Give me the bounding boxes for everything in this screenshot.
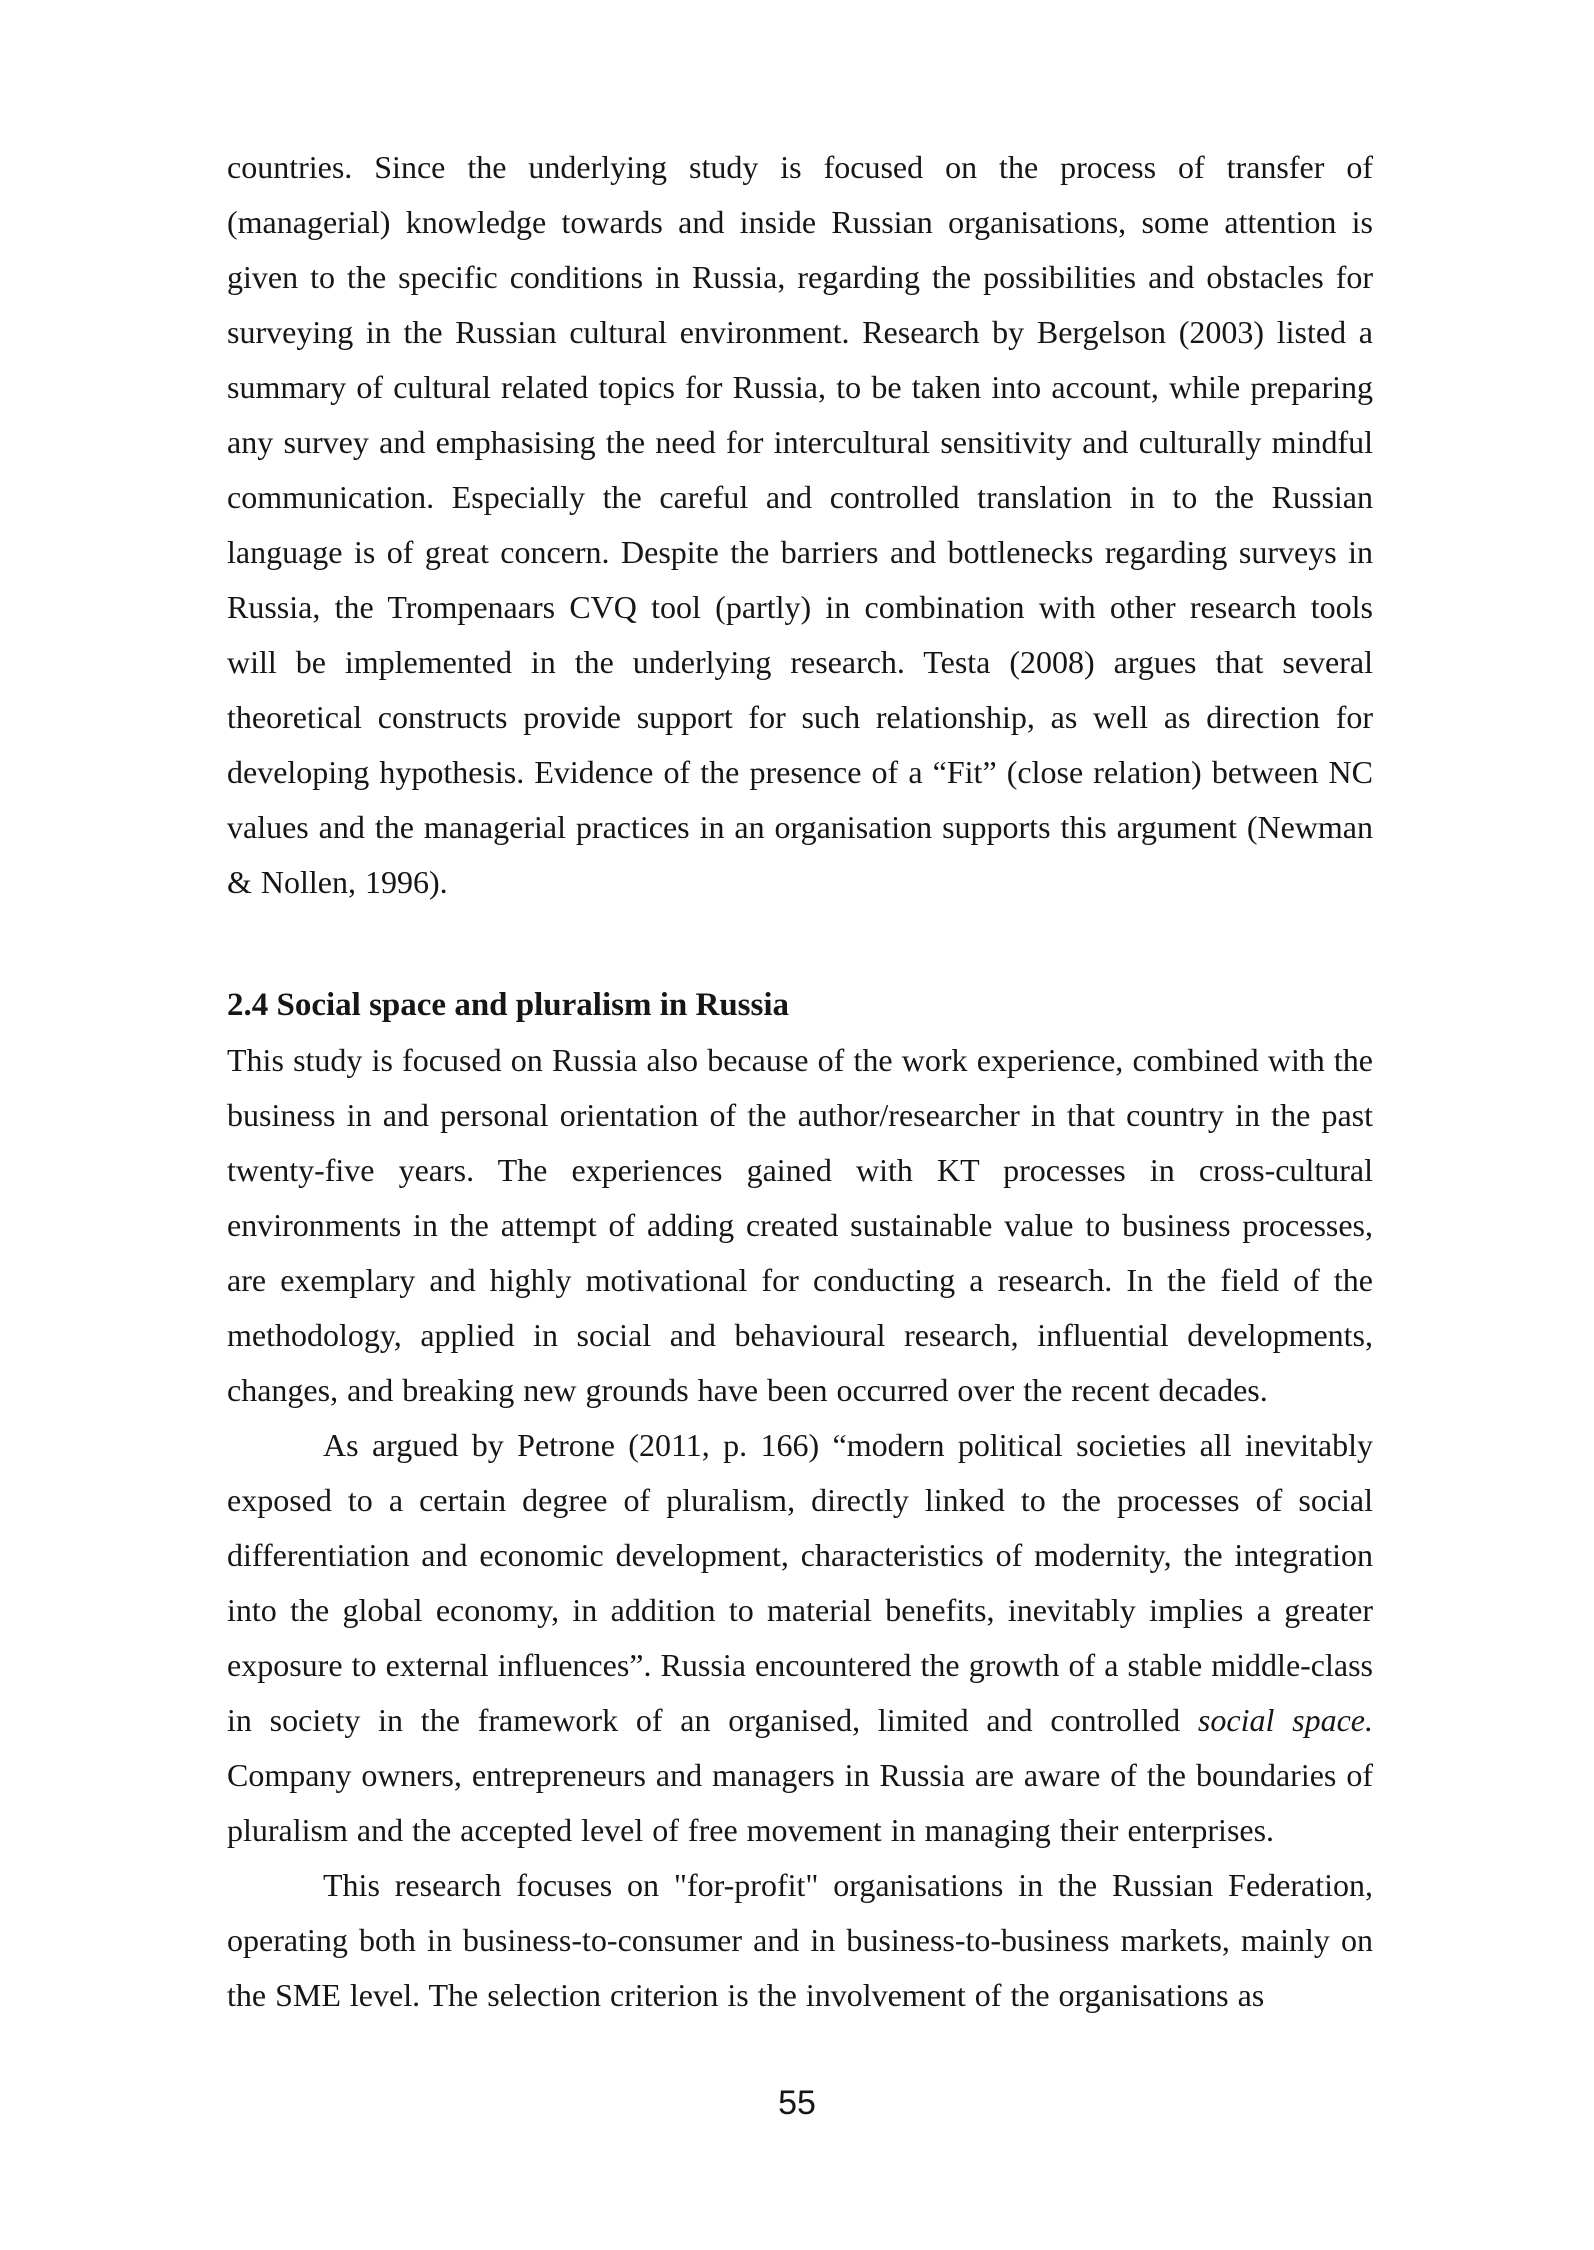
page-number: 55 [778,2084,816,2122]
paragraph-study-focus-russia: This study is focused on Russia also because of the work experience, combined with the business in and personal orientation of the author/researcher in that country in the past twenty-five years. The experiences gained with KT processes in cross-cultural environments in the attempt of adding created sustainable value to business processes, are exemplary and highly motivational for conducting a research. In the field of the methodology, applied in social and behavioural research, influential developments, changes, and breaking new grounds have been occurred over the recent decades. [227,1042,1373,1408]
paragraph-pluralism-social-space [227,1418,1373,1858]
page-body-text [227,140,1373,2023]
paragraph-pluralism-italic-social-space: social space. [1197,1702,1374,1738]
paragraph-pluralism-text-after: Company owners, entrepreneurs and managers in Russia are aware of the boundaries of pluralism and the accepted level of free movement in managing their enterprises. [227,1757,1373,1848]
paragraph-knowledge-transfer: countries. Since the underlying study is focused on the process of transfer of (managerial) knowledge towards and inside Russian organisations, some attention is given to the specific conditions in Russia, regarding the possibilities and obstacles for surveying in the Russian cultural environment. Research by Bergelson (2003) listed a summary of cultural related topics for Russia, to be taken into account, while preparing any survey and emphasising the need for intercultural sensitivity and culturally mindful communication. Especially the careful and controlled translation in to the Russian language is of great concern. Despite the barriers and bottlenecks regarding surveys in Russia, the Trompenaars CVQ tool (partly) in combination with other research tools will be implemented in the underlying research. Testa (2008) argues that several theoretical constructs provide support for such relationship, as well as direction for developing hypothesis. Evidence of the presence of a “Fit” (close relation) between NC values and the managerial practices in an organisation supports this argument (Newman & Nollen, 1996). [227,149,1373,900]
paragraph-pluralism-text-before: As argued by Petrone (2011, p. 166) “modern political societies all inevitably exposed to a certain degree of pluralism, directly linked to the processes of social differentiation and economic development, characteristics of modernity, the integration into the global economy, in addition to material benefits, inevitably implies a greater exposure to external influences”. Russia encountered the growth of a stable middle-class in society in the framework of an organised, limited and controlled [227,1427,1373,1738]
section-heading-2-4-social-space: 2.4 Social space and pluralism in Russia [227,987,790,1023]
paragraph-research-focus-for-profit: This research focuses on "for-profit" organisations in the Russian Federation, operating both in business-to-consumer and in business-to-business markets, mainly on the SME level. The selection criterion is the involvement of the organisations as [227,1867,1373,2013]
